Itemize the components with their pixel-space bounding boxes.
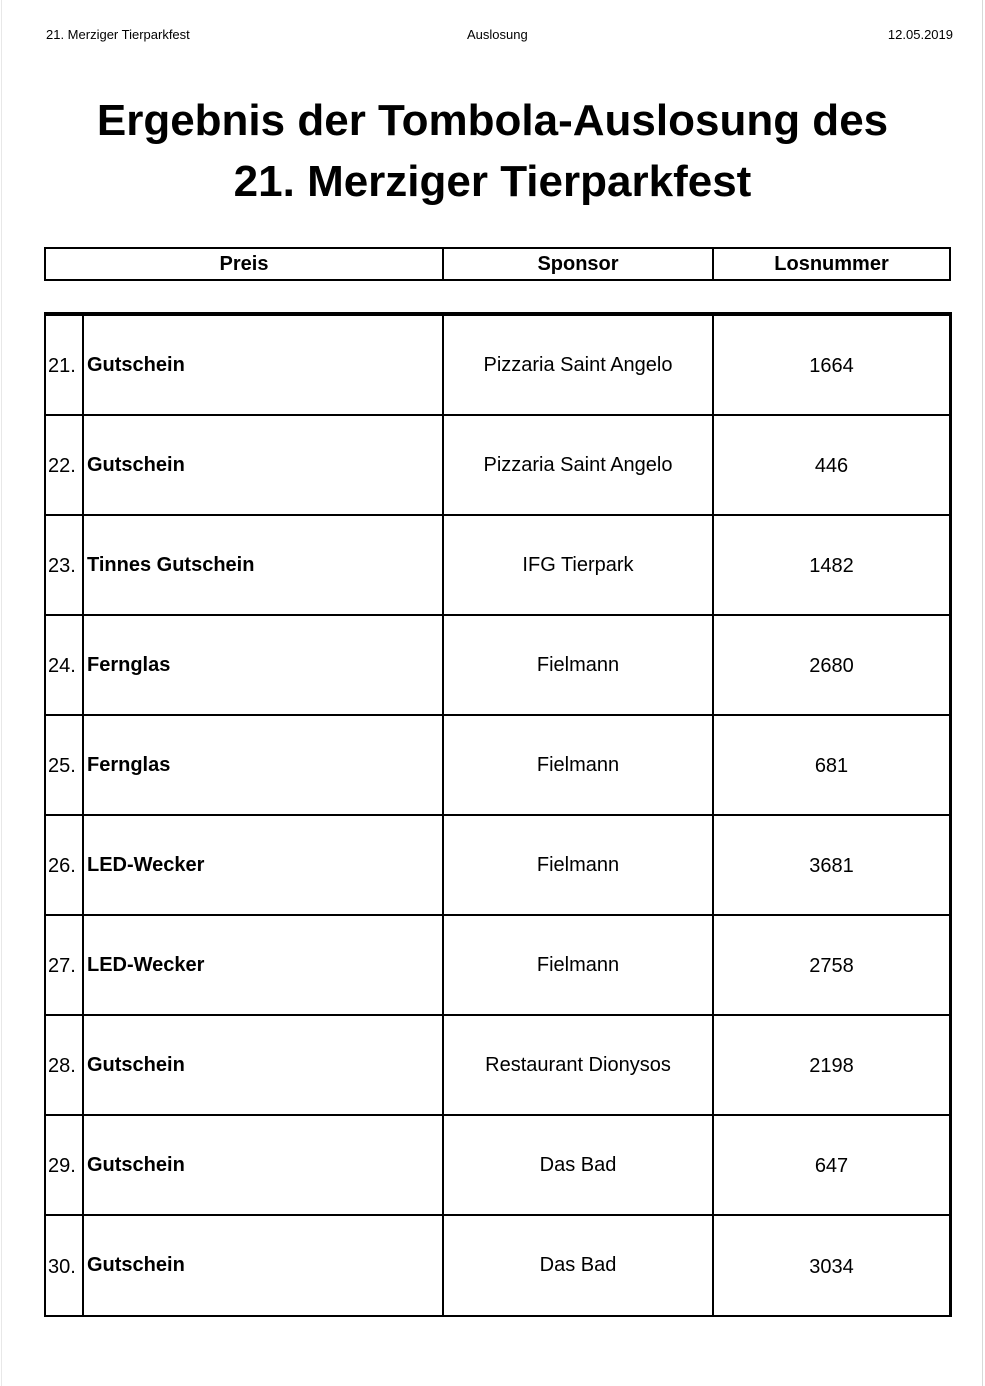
table-row [46, 416, 949, 516]
prize-cell: Tinnes Gutschein [84, 516, 444, 614]
table-row [46, 1116, 949, 1216]
header-section: Auslosung [467, 27, 528, 42]
sponsor-cell: Pizzaria Saint Angelo [444, 316, 714, 414]
table-row [46, 1016, 949, 1116]
prize-cell: Fernglas [84, 616, 444, 714]
sponsor-cell: Fielmann [444, 816, 714, 914]
sponsor-cell: Fielmann [444, 716, 714, 814]
row-number: 27. [46, 916, 84, 1014]
ticket-number-cell: 2198 [809, 1055, 854, 1077]
table-row [46, 816, 949, 916]
prize-cell: LED-Wecker [84, 916, 444, 1014]
table-row [46, 516, 949, 616]
sponsor-cell: Fielmann [444, 916, 714, 1014]
ticket-number-cell: 3681 [809, 855, 854, 877]
row-number: 26. [46, 816, 84, 914]
ticket-number-cell: 2758 [809, 955, 854, 977]
row-number: 29. [46, 1116, 84, 1214]
prize-cell: Gutschein [84, 1116, 444, 1214]
prize-cell: Fernglas [84, 716, 444, 814]
sponsor-cell: IFG Tierpark [444, 516, 714, 614]
page-title-line-2: 21. Merziger Tierparkfest [233, 157, 752, 206]
column-header-row [44, 247, 951, 281]
page-title-line-1: Ergebnis der Tombola-Auslosung des [96, 96, 889, 145]
table-row [46, 716, 949, 816]
prize-cell: Gutschein [84, 1016, 444, 1114]
row-number: 24. [46, 616, 84, 714]
row-number: 28. [46, 1016, 84, 1114]
row-number: 23. [46, 516, 84, 614]
row-number: 30. [46, 1216, 84, 1315]
row-number: 25. [46, 716, 84, 814]
sponsor-cell: Restaurant Dionysos [444, 1016, 714, 1114]
prize-cell: LED-Wecker [84, 816, 444, 914]
ticket-number-cell: 446 [814, 455, 849, 477]
sponsor-cell: Pizzaria Saint Angelo [444, 416, 714, 514]
prize-cell: Gutschein [84, 316, 444, 414]
column-header-preis: Preis [46, 249, 444, 279]
ticket-number-cell: 647 [814, 1155, 849, 1177]
prize-cell: Gutschein [84, 1216, 444, 1315]
ticket-number-cell: 2680 [809, 655, 854, 677]
ticket-number-cell: 681 [814, 755, 849, 777]
table-row [46, 316, 949, 416]
prize-cell: Gutschein [84, 416, 444, 514]
ticket-number-cell: 1482 [809, 555, 854, 577]
table-row [46, 616, 949, 716]
ticket-number-cell: 3034 [809, 1255, 854, 1278]
table-row [46, 1216, 949, 1315]
row-number: 22. [46, 416, 84, 514]
results-table [44, 312, 952, 1317]
row-number: 21. [46, 316, 84, 414]
header-date: 12.05.2019 [887, 27, 953, 42]
column-header-losnummer: Losnummer [774, 253, 889, 275]
ticket-number-cell: 1664 [809, 355, 854, 377]
column-header-sponsor: Sponsor [444, 249, 714, 279]
header-event-name: 21. Merziger Tierparkfest [46, 27, 190, 42]
sponsor-cell: Fielmann [444, 616, 714, 714]
sponsor-cell: Das Bad [444, 1116, 714, 1214]
table-row [46, 916, 949, 1016]
sponsor-cell: Das Bad [444, 1216, 714, 1315]
